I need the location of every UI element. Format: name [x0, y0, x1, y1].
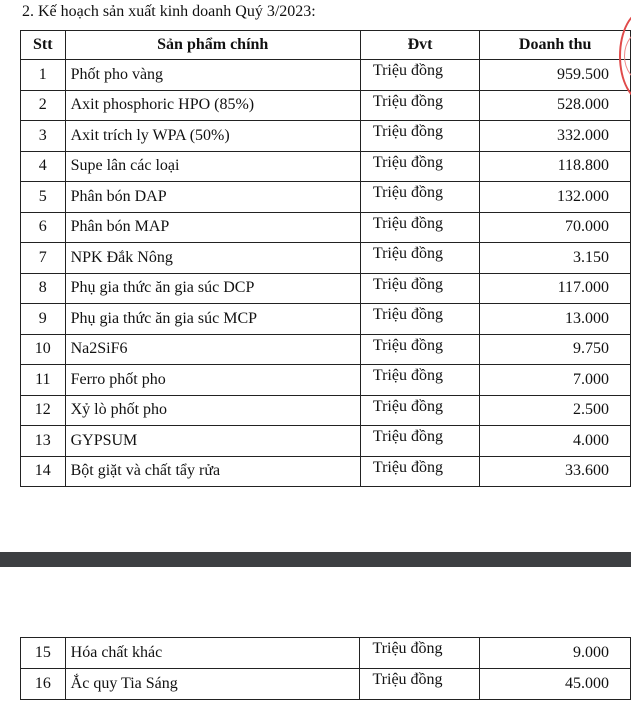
section-heading: 2. Kế hoạch sản xuất kinh doanh Quý 3/2023:	[22, 3, 316, 20]
row-revenue: 132.000	[480, 182, 631, 213]
table-row	[21, 365, 631, 396]
header-unit: Đvt	[360, 31, 479, 60]
row-product-name: Axit trích ly WPA (50%)	[65, 121, 360, 152]
row-revenue: 528.000	[480, 90, 631, 121]
table-row	[21, 273, 631, 304]
row-product-name: Phân bón MAP	[65, 212, 360, 243]
table-row	[21, 60, 631, 91]
row-unit: Triệu đồng	[360, 669, 480, 700]
row-unit: Triệu đồng	[360, 243, 479, 274]
row-revenue: 45.000	[480, 669, 631, 700]
row-stt: 9	[21, 304, 66, 335]
table-row	[21, 304, 631, 335]
row-revenue: 70.000	[480, 212, 631, 243]
table-row	[21, 121, 631, 152]
row-revenue: 7.000	[480, 365, 631, 396]
row-revenue: 117.000	[480, 273, 631, 304]
row-stt: 13	[21, 426, 66, 457]
row-unit: Triệu đồng	[360, 395, 479, 426]
business-plan-table	[20, 30, 631, 487]
row-unit: Triệu đồng	[360, 212, 479, 243]
table-row	[21, 151, 631, 182]
table-row	[21, 456, 631, 487]
header-product: Sản phẩm chính	[65, 31, 360, 60]
row-unit: Triệu đồng	[360, 365, 479, 396]
header-stt: Stt	[21, 31, 66, 60]
row-product-name: Na2SiF6	[65, 334, 360, 365]
business-plan-table-continued	[20, 637, 631, 700]
row-revenue: 13.000	[480, 304, 631, 335]
row-stt: 12	[21, 395, 66, 426]
row-revenue: 9.750	[480, 334, 631, 365]
row-revenue: 9.000	[480, 638, 631, 669]
row-unit: Triệu đồng	[360, 334, 479, 365]
row-unit: Triệu đồng	[360, 182, 479, 213]
table-row	[21, 426, 631, 457]
row-unit: Triệu đồng	[360, 151, 479, 182]
table-row	[21, 243, 631, 274]
row-stt: 5	[21, 182, 66, 213]
row-revenue: 118.800	[480, 151, 631, 182]
row-product-name: Axit phosphoric HPO (85%)	[65, 90, 360, 121]
row-product-name: Phụ gia thức ăn gia súc DCP	[65, 273, 360, 304]
row-product-name: Phụ gia thức ăn gia súc MCP	[65, 304, 360, 335]
page-break-bar	[0, 552, 631, 567]
row-revenue: 959.500	[480, 60, 631, 91]
row-product-name: GYPSUM	[65, 426, 360, 457]
row-revenue: 332.000	[480, 121, 631, 152]
row-product-name: Ắc quy Tia Sáng	[65, 669, 360, 700]
row-stt: 6	[21, 212, 66, 243]
row-revenue: 2.500	[480, 395, 631, 426]
row-stt: 4	[21, 151, 66, 182]
row-revenue: 4.000	[480, 426, 631, 457]
table-row	[21, 638, 631, 669]
row-unit: Triệu đồng	[360, 273, 479, 304]
header-revenue: Doanh thu	[480, 31, 631, 60]
table-row	[21, 669, 631, 700]
table-header-row	[21, 31, 631, 60]
row-product-name: Phân bón DAP	[65, 182, 360, 213]
table-row	[21, 334, 631, 365]
table-row	[21, 395, 631, 426]
row-stt: 1	[21, 60, 66, 91]
row-stt: 10	[21, 334, 66, 365]
row-stt: 7	[21, 243, 66, 274]
row-product-name: Phốt pho vàng	[65, 60, 360, 91]
row-unit: Triệu đồng	[360, 60, 479, 91]
row-product-name: Supe lân các loại	[65, 151, 360, 182]
row-stt: 15	[21, 638, 66, 669]
row-unit: Triệu đồng	[360, 456, 479, 487]
row-unit: Triệu đồng	[360, 426, 479, 457]
row-unit: Triệu đồng	[360, 638, 480, 669]
row-revenue: 3.150	[480, 243, 631, 274]
row-product-name: Hóa chất khác	[65, 638, 360, 669]
row-unit: Triệu đồng	[360, 90, 479, 121]
row-unit: Triệu đồng	[360, 121, 479, 152]
row-stt: 11	[21, 365, 66, 396]
row-product-name: Bột giặt và chất tẩy rửa	[65, 456, 360, 487]
row-product-name: NPK Đắk Nông	[65, 243, 360, 274]
row-product-name: Xỷ lò phốt pho	[65, 395, 360, 426]
row-stt: 14	[21, 456, 66, 487]
row-unit: Triệu đồng	[360, 304, 479, 335]
row-stt: 8	[21, 273, 66, 304]
row-stt: 2	[21, 90, 66, 121]
row-product-name: Ferro phốt pho	[65, 365, 360, 396]
row-revenue: 33.600	[480, 456, 631, 487]
row-stt: 3	[21, 121, 66, 152]
table-row	[21, 212, 631, 243]
table-row	[21, 90, 631, 121]
row-stt: 16	[21, 669, 66, 700]
table-row	[21, 182, 631, 213]
